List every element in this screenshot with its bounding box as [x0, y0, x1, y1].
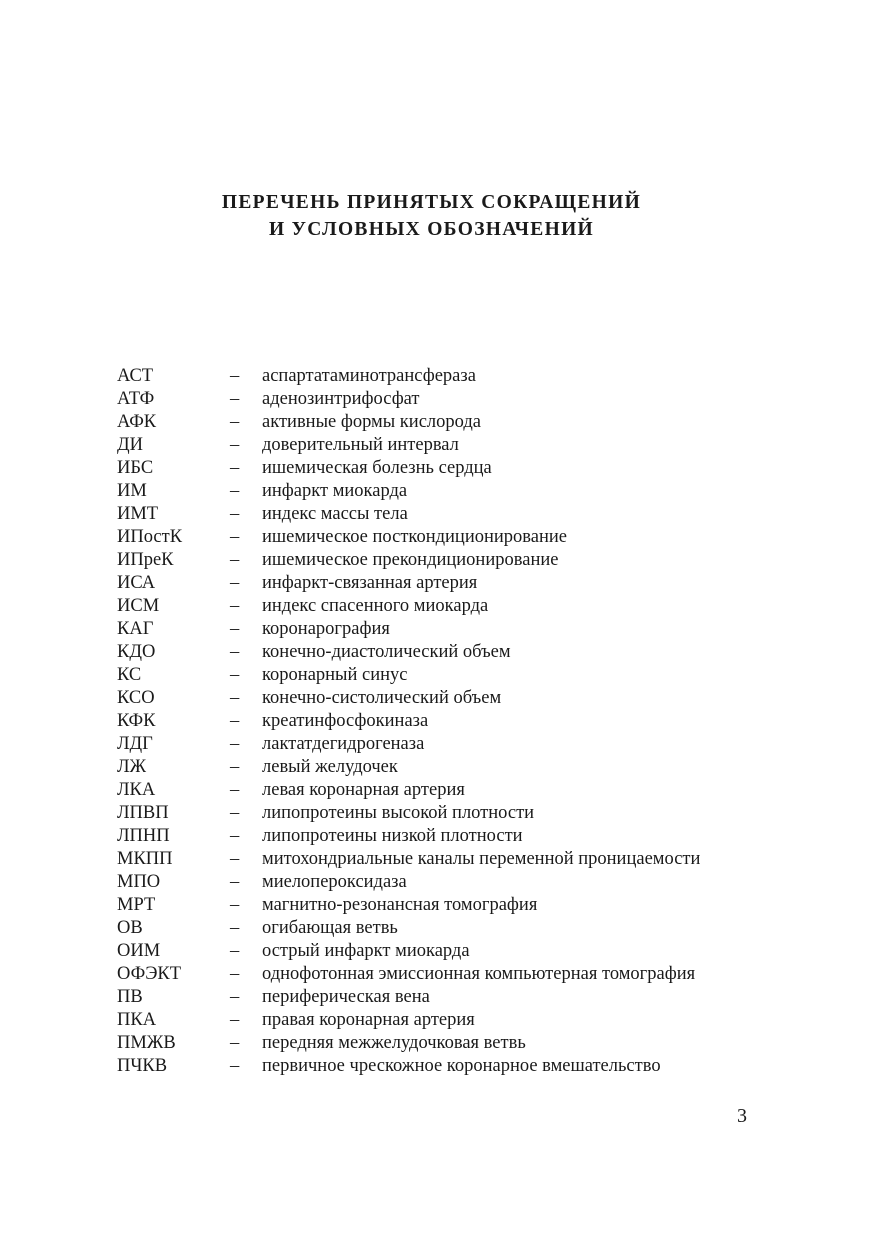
abbreviation-definition: липопротеины низкой плотности: [262, 826, 523, 847]
separator-dash: –: [230, 504, 240, 525]
separator-dash: –: [230, 1033, 240, 1054]
separator-dash: –: [230, 872, 240, 893]
abbreviation-definition: миелопероксидаза: [262, 872, 407, 893]
page-title-line-1: ПЕРЕЧЕНЬ ПРИНЯТЫХ СОКРАЩЕНИЙ: [221, 192, 642, 213]
abbreviation-term: КСО: [117, 688, 155, 709]
abbreviation-term: КДО: [117, 642, 156, 663]
abbreviation-term: ИСМ: [117, 596, 160, 617]
abbreviation-term: ИМ: [117, 481, 147, 502]
abbreviation-term: МРТ: [117, 895, 156, 916]
separator-dash: –: [230, 849, 240, 870]
abbreviation-definition: левая коронарная артерия: [262, 780, 465, 801]
abbreviation-definition: инфаркт-связанная артерия: [262, 573, 478, 594]
abbreviation-definition: коронарография: [262, 619, 390, 640]
abbreviation-term: ИМТ: [117, 504, 159, 525]
abbreviation-definition: конечно-систолический объем: [262, 688, 502, 709]
separator-dash: –: [230, 918, 240, 939]
separator-dash: –: [230, 964, 240, 985]
abbreviation-definition: аспартатаминотрансфераза: [262, 366, 476, 386]
abbreviation-definition: конечно-диастолический объем: [262, 642, 511, 663]
abbreviation-term: ОИМ: [117, 941, 161, 962]
separator-dash: –: [230, 941, 240, 962]
abbreviation-definition: липопротеины высокой плотности: [262, 803, 535, 824]
abbreviation-definition: периферическая вена: [262, 987, 430, 1008]
page-number: 3: [737, 1105, 747, 1127]
separator-dash: –: [230, 527, 240, 548]
abbreviation-term: ПВ: [117, 987, 143, 1008]
abbreviation-term: ЛДГ: [117, 734, 153, 755]
abbreviation-definition: острый инфаркт миокарда: [262, 941, 470, 962]
separator-dash: –: [230, 757, 240, 778]
abbreviation-term: КФК: [117, 711, 156, 732]
separator-dash: –: [230, 458, 240, 479]
abbreviation-term: АТФ: [117, 389, 155, 410]
abbreviation-term: ЛПНП: [117, 826, 170, 847]
abbreviation-term: МКПП: [117, 849, 173, 870]
separator-dash: –: [230, 389, 240, 410]
abbreviation-definition: левый желудочек: [262, 757, 398, 778]
separator-dash: –: [230, 412, 240, 433]
abbreviation-definition: передняя межжелудочковая ветвь: [262, 1033, 526, 1054]
abbreviation-definition: однофотонная эмиссионная компьютерная томография: [262, 964, 696, 985]
abbreviation-term: ПМЖВ: [117, 1033, 176, 1054]
separator-dash: –: [230, 550, 240, 571]
abbreviation-term: АФК: [117, 412, 157, 433]
abbreviation-term: ПЧКВ: [117, 1056, 168, 1077]
abbreviation-term: ЛКА: [117, 780, 156, 801]
separator-dash: –: [230, 366, 240, 386]
abbreviation-term: ИСА: [117, 573, 156, 594]
abbreviation-definition: лактатдегидрогеназа: [262, 734, 425, 755]
abbreviation-definition: ишемическая болезнь сердца: [262, 458, 492, 479]
abbreviation-term: ИПостК: [117, 527, 183, 548]
abbreviation-definition: правая коронарная артерия: [262, 1010, 475, 1031]
separator-dash: –: [230, 803, 240, 824]
abbreviation-definition: доверительный интервал: [262, 435, 459, 456]
separator-dash: –: [230, 987, 240, 1008]
page-title-line-2: И УСЛОВНЫХ ОБОЗНАЧЕНИЙ: [268, 219, 595, 240]
abbreviation-definition: аденозинтрифосфат: [262, 389, 420, 410]
abbreviation-term: КАГ: [117, 619, 154, 640]
separator-dash: –: [230, 711, 240, 732]
abbreviation-definition: индекс массы тела: [262, 504, 408, 525]
abbreviation-definition: ишемическое посткондиционирование: [262, 527, 567, 548]
separator-dash: –: [230, 826, 240, 847]
separator-dash: –: [230, 573, 240, 594]
separator-dash: –: [230, 596, 240, 617]
abbreviation-term: ОФЭКТ: [117, 964, 182, 985]
abbreviation-term: ИПреК: [117, 550, 174, 571]
separator-dash: –: [230, 665, 240, 686]
abbreviation-definition: магнитно-резонансная томография: [262, 895, 538, 916]
separator-dash: –: [230, 734, 240, 755]
abbreviation-term: АСТ: [117, 366, 154, 386]
separator-dash: –: [230, 688, 240, 709]
abbreviation-term: ЛПВП: [117, 803, 169, 824]
abbreviation-definition: огибающая ветвь: [262, 918, 398, 939]
separator-dash: –: [230, 1056, 240, 1077]
abbreviation-term: КС: [117, 665, 142, 686]
abbreviation-definition: активные формы кислорода: [262, 412, 481, 433]
abbreviation-definition: инфаркт миокарда: [262, 481, 408, 502]
abbreviation-term: ОВ: [117, 918, 143, 939]
separator-dash: –: [230, 895, 240, 916]
abbreviation-definition: ишемическое прекондиционирование: [262, 550, 559, 571]
separator-dash: –: [230, 1010, 240, 1031]
abbreviation-term: ЛЖ: [117, 757, 147, 778]
separator-dash: –: [230, 619, 240, 640]
abbreviation-definition: коронарный синус: [262, 665, 408, 686]
abbreviation-term: МПО: [117, 872, 161, 893]
abbreviation-term: ИБС: [117, 458, 154, 479]
separator-dash: –: [230, 642, 240, 663]
abbreviation-term: ПКА: [117, 1010, 157, 1031]
abbreviation-definition: первичное чрескожное коронарное вмешательство: [262, 1056, 661, 1077]
abbreviation-definition: митохондриальные каналы переменной проницаемости: [262, 849, 701, 870]
separator-dash: –: [230, 780, 240, 801]
abbreviation-definition: индекс спасенного миокарда: [262, 596, 489, 617]
separator-dash: –: [230, 481, 240, 502]
abbreviation-term: ДИ: [117, 435, 143, 456]
abbreviation-definition: креатинфосфокиназа: [262, 711, 429, 732]
separator-dash: –: [230, 435, 240, 456]
